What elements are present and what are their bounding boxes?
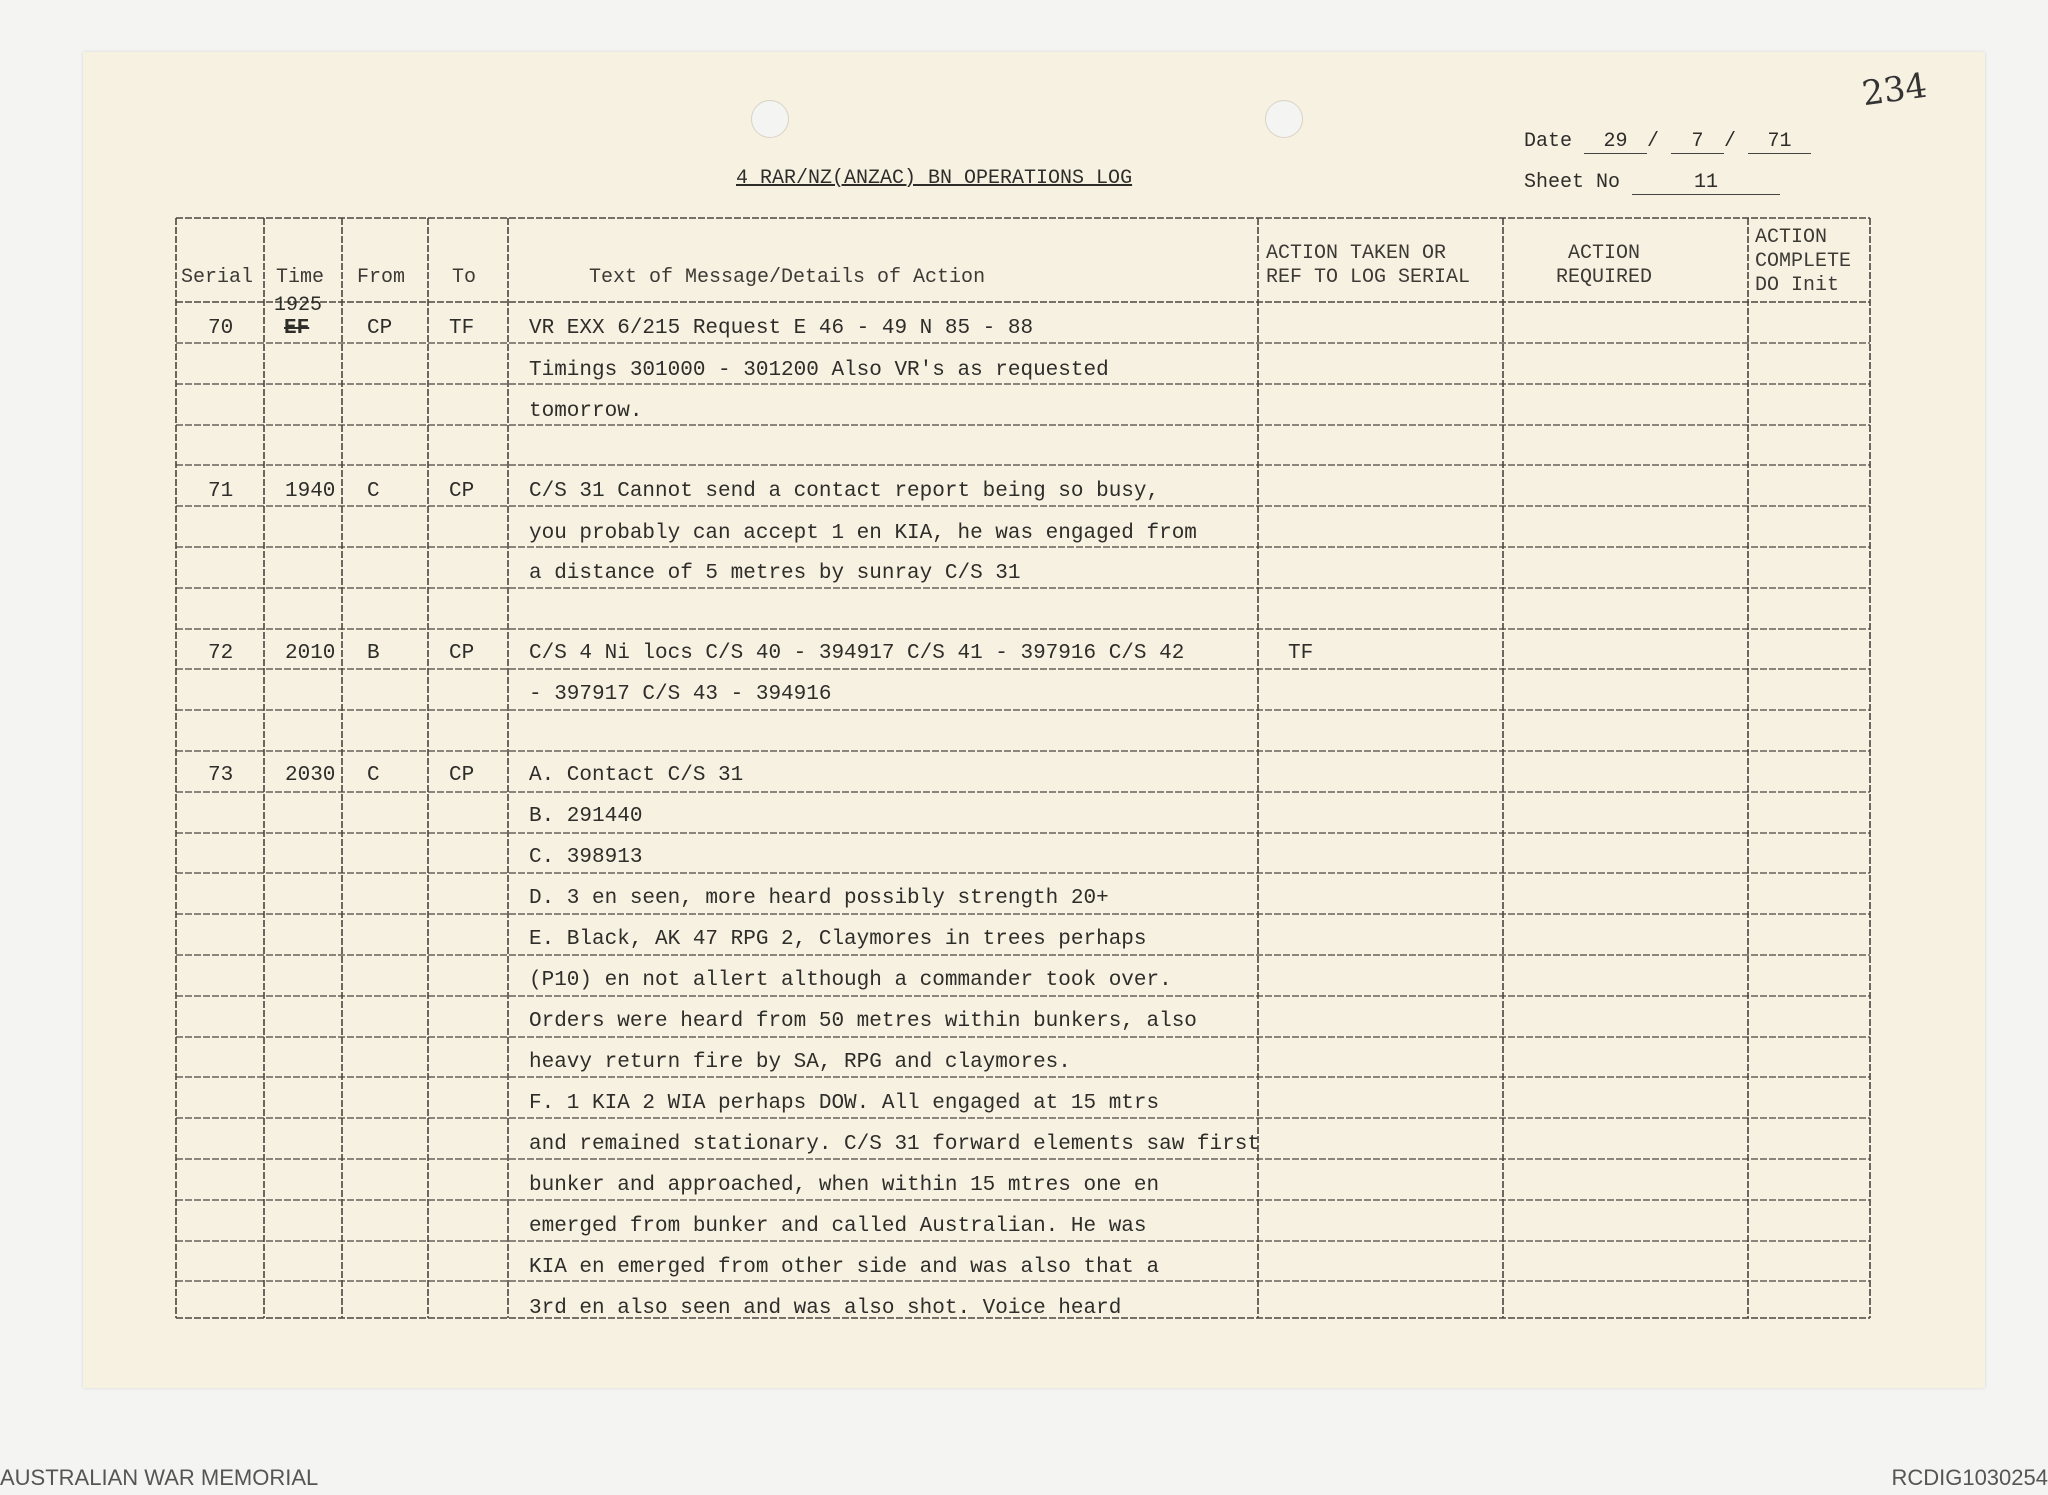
date-month: 7 <box>1671 130 1724 154</box>
entry-71-line-3: a distance of 5 metres by sunray C/S 31 <box>529 562 1021 585</box>
entry-73-to: CP <box>449 764 475 787</box>
entry-73-line-1: A. Contact C/S 31 <box>529 764 744 787</box>
sheet-number: 11 <box>1632 171 1780 195</box>
col-action-required: ACTION REQUIRED <box>1555 242 1652 289</box>
entry-70-line-2: Timings 301000 - 301200 Also VR's as requested <box>529 359 1109 382</box>
entry-70-from: CP <box>367 317 393 340</box>
entry-73-line-11: bunker and approached, when within 15 mtres one en <box>529 1174 1160 1197</box>
entry-73-line-7: Orders were heard from 50 metres within bunkers, also <box>529 1010 1197 1033</box>
col-from: From <box>357 266 406 289</box>
date-label: Date <box>1524 130 1573 153</box>
entry-72-line-2: - 397917 C/S 43 - 394916 <box>529 683 832 706</box>
date-day: 29 <box>1584 130 1647 154</box>
entry-72-time: 2010 <box>285 642 336 665</box>
entry-73-line-8: heavy return fire by SA, RPG and claymores. <box>529 1051 1071 1074</box>
date-year: 71 <box>1748 130 1811 154</box>
entry-71-line-2: you probably can accept 1 en KIA, he was engaged from <box>529 522 1197 545</box>
entry-71-time: 1940 <box>285 480 336 503</box>
entry-73-line-6: (P10) en not allert although a commander took over. <box>529 969 1172 992</box>
col-to: To <box>452 266 477 289</box>
col-text: Text of Message/Details of Action <box>589 266 986 289</box>
entry-71-line-1: C/S 31 Cannot send a contact report being so busy, <box>529 480 1160 503</box>
entry-73-line-9: F. 1 KIA 2 WIA perhaps DOW. All engaged at 15 mtrs <box>529 1092 1160 1115</box>
entry-73-line-14: 3rd en also seen and was also shot. Voice heard <box>529 1297 1122 1320</box>
page-number: 234 <box>1859 65 1930 115</box>
col-action-complete: ACTION COMPLETE DO Init <box>1755 226 1852 297</box>
entry-73-serial: 73 <box>208 764 234 787</box>
entry-71-to: CP <box>449 480 475 503</box>
col-time: Time <box>276 266 325 289</box>
entry-70-line-1: VR EXX 6/215 Request E 46 - 49 N 85 - 88 <box>529 317 1034 340</box>
entry-73-line-13: KIA en emerged from other side and was also that a <box>529 1256 1160 1279</box>
sheet-label: Sheet No <box>1524 171 1621 194</box>
page-title: 4 RAR/NZ(ANZAC) BN OPERATIONS LOG <box>736 167 1133 190</box>
entry-73-line-4: D. 3 en seen, more heard possibly strength 20+ <box>529 887 1109 910</box>
entry-73-line-10: and remained stationary. C/S 31 forward elements saw first <box>529 1133 1260 1156</box>
entry-73-line-2: B. 291440 <box>529 805 643 828</box>
entry-73-line-5: E. Black, AK 47 RPG 2, Claymores in trees perhaps <box>529 928 1147 951</box>
entry-73-line-12: emerged from bunker and called Australian. He was <box>529 1215 1147 1238</box>
entry-70-to: TF <box>449 317 475 340</box>
entry-73-time: 2030 <box>285 764 336 787</box>
entry-72-line-1: C/S 4 Ni locs C/S 40 - 394917 C/S 41 - 397916 C/S 42 <box>529 642 1185 665</box>
entry-71-from: C <box>367 480 380 503</box>
entry-72-from: B <box>367 642 380 665</box>
col-action-taken: ACTION TAKEN OR REF TO LOG SERIAL <box>1266 242 1471 289</box>
entry-73-from: C <box>367 764 380 787</box>
entry-73-line-3: C. 398913 <box>529 846 643 869</box>
date-field: Date 29 / 7 / 71 <box>1524 130 1811 154</box>
entry-70-serial: 70 <box>208 317 234 340</box>
entry-72-to: CP <box>449 642 475 665</box>
entry-72-action-taken: TF <box>1288 642 1314 665</box>
footer-archive-name: AUSTRALIAN WAR MEMORIAL <box>0 1465 319 1490</box>
entry-70-line-3: tomorrow. <box>529 400 643 423</box>
entry-72-serial: 72 <box>208 642 234 665</box>
footer-record-id: RCDIG1030254 <box>1891 1465 2048 1490</box>
entry-71-serial: 71 <box>208 480 234 503</box>
entry-70-time-struck: EF <box>284 317 310 340</box>
col-serial: Serial <box>181 266 254 289</box>
entry-70-time: 1925 <box>274 294 323 317</box>
